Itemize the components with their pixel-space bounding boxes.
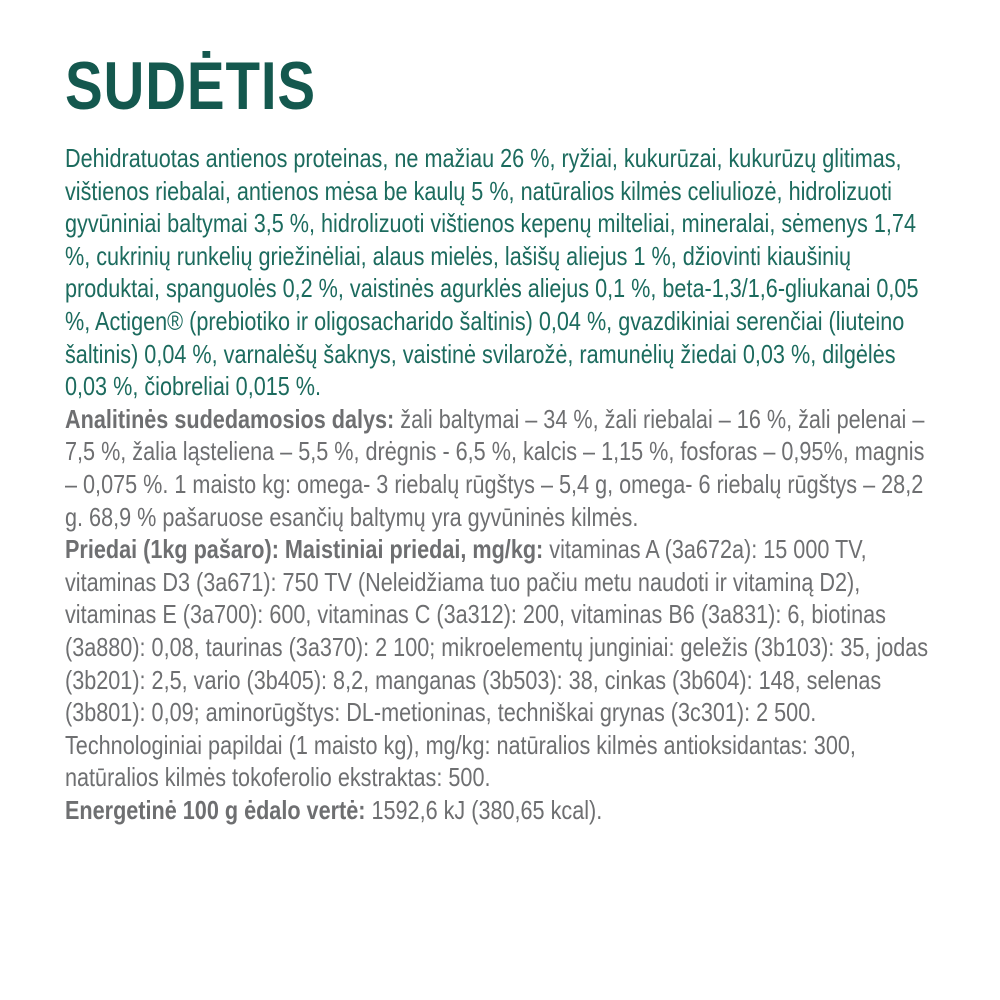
- paragraph-text: vitaminas A (3a672a): 15 000 TV, vitaminas D3 (3a671): 750 TV (Neleidžiama tuo pačiu metu naudoti ir vitaminą D2), vitaminas E (3a700): 600, vitaminas C (3a312): 200, vitaminas B6 (3a831): 6, biotinas (3a880): 0,08, taurinas (3a370): 2 100; mikroelementų junginiai: geležis (3b103): 35, jodas (3b201): 2,5, vario (3b405): 8,2, manganas (3b503): 38, cinkas (3b604): 148, selenas (3b801): 0,09; aminorūgštys: DL-metioninas, techniškai grynas (3c301): 2 500. Technologiniai papildai (1 maisto kg), mg/kg: natūralios kilmės antioksidantas: 300, natūralios kilmės tokoferolio ekstraktas: 500.: [65, 534, 929, 793]
- paragraph-text: žali baltymai – 34 %, žali riebalai – 16 %, žali pelenai – 7,5 %, žalia ląsteliena – 5,5 %, drėgnis - 6,5 %, kalcis – 1,15 %, fosforas – 0,95%, magnis – 0,075 %. 1 maisto kg: omega- 3 riebalų rūgštys – 5,4 g, omega- 6 riebalų rūgštys – 28,2 g. 68,9 % pašaruose esančių baltymų yra gyvūninės kilmės.: [65, 403, 925, 532]
- paragraph-energy-value: [65, 794, 940, 827]
- paragraph-ingredients: [65, 142, 940, 403]
- paragraph-text: Dehidratuotas antienos proteinas, ne mažiau 26 %, ryžiai, kukurūzai, kukurūzų glitimas, vištienos riebalai, antienos mėsa be kaulų 5 %, natūralios kilmės celiuliozė, hidrolizuoti gyvūniniai baltymai 3,5 %, hidrolizuoti vištienos kepenų milteliai, mineralai, sėmenys 1,74 %, cukrinių runkelių griežinėliai, alaus mielės, lašišų aliejus 1 %, džiovinti kiaušinių produktai, spanguolės 0,2 %, vaistinės agurklės aliejus 0,1 %, beta-1,3/1,6-gliukanai 0,05 %, Actigen® (prebiotiko ir oligosacharido šaltinis) 0,04 %, gvazdikiniai serenčiai (liuteino šaltinis) 0,04 %, varnalėšų šaknys, vaistinė svilarožė, ramunėlių žiedai 0,03 %, dilgėlės 0,03 %, čiobreliai 0,015 %.: [65, 143, 919, 402]
- page-title: SUDĖTIS: [65, 48, 316, 124]
- label-content: [65, 48, 940, 826]
- paragraph-analytical-constituents: [65, 403, 940, 533]
- paragraph-lead-label: Energetinė 100 g ėdalo vertė:: [65, 794, 366, 825]
- paragraph-lead-label: Analitinės sudedamosios dalys:: [65, 403, 395, 434]
- text-blocks: [65, 142, 940, 826]
- paragraph-additives: [65, 533, 940, 794]
- paragraph-lead-label: Priedai (1kg pašaro): Maistiniai priedai, mg/kg:: [65, 534, 544, 565]
- paragraph-text: 1592,6 kJ (380,65 kcal).: [365, 794, 603, 825]
